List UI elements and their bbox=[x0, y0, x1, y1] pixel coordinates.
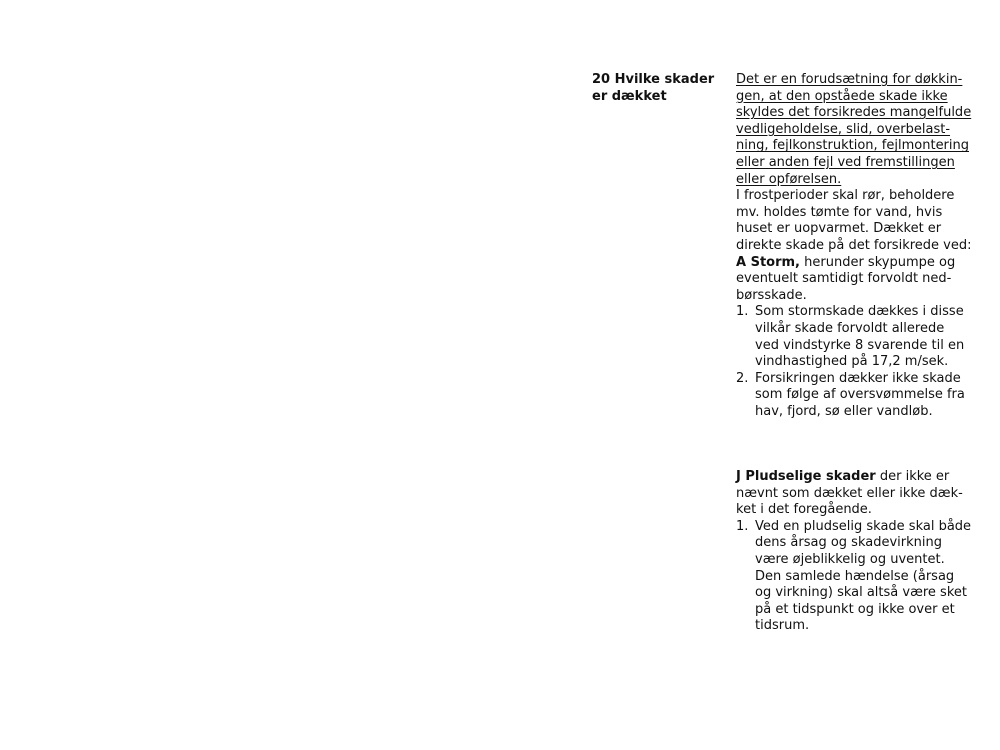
coverage-text-block-sudden-damage bbox=[736, 469, 972, 635]
section-heading-line-2: er dækket bbox=[592, 89, 667, 104]
text-line: ved vindstyrke 8 svarende til en bbox=[755, 337, 965, 353]
list-item-number: 1. bbox=[736, 304, 749, 320]
sudden-damage-text: der ikke er bbox=[875, 469, 950, 484]
storm-paragraph bbox=[736, 255, 964, 305]
sudden-damage-paragraph bbox=[736, 469, 964, 519]
text-line: I frostperioder skal rør, beholdere bbox=[736, 188, 955, 204]
text-line: skyldes det forsikredes mangelfulde bbox=[736, 105, 972, 121]
text-line: vindhastighed på 17,2 m/sek. bbox=[755, 354, 949, 370]
list-item bbox=[736, 371, 964, 421]
text-line: tidsrum. bbox=[755, 618, 810, 634]
text-line: hav, fjord, sø eller vandløb. bbox=[755, 403, 933, 419]
sudden-damage-label: J Pludselige skader bbox=[736, 469, 876, 484]
precondition-paragraph bbox=[736, 72, 972, 188]
storm-text: herunder skypumpe og bbox=[800, 254, 956, 270]
text-line: være øjeblikkelig og uventet. bbox=[755, 551, 945, 567]
text-line: Som stormskade dækkes i disse bbox=[755, 304, 964, 320]
frost-paragraph bbox=[736, 188, 972, 254]
section-heading bbox=[592, 71, 732, 105]
list-item bbox=[736, 518, 972, 635]
text-line: på et tidspunkt og ikke over et bbox=[755, 601, 955, 617]
text-line: ning, fejlkonstruktion, fejlmontering bbox=[736, 138, 970, 154]
coverage-text-block-storm bbox=[736, 72, 972, 420]
text-line: huset er uopvarmet. Dækket er bbox=[736, 221, 942, 237]
list-item bbox=[736, 304, 964, 370]
text-line: direkte skade på det forsikrede ved: bbox=[736, 237, 972, 253]
text-line: vedligeholdelse, slid, overbelast- bbox=[736, 121, 951, 137]
text-line: mv. holdes tømte for vand, hvis bbox=[736, 204, 943, 220]
text-line: som følge af oversvømmelse fra bbox=[755, 387, 965, 403]
text-line bbox=[736, 469, 964, 486]
storm-label: A Storm, bbox=[736, 254, 800, 270]
text-line: Det er en forudsætning for døkkin- bbox=[736, 72, 963, 87]
text-line: gen, at den opståede skade ikke bbox=[736, 88, 948, 104]
section-heading-line-1: 20 Hvilke skader bbox=[592, 72, 715, 87]
text-line: nævnt som dækket eller ikke dæk- bbox=[736, 485, 963, 501]
text-line: eventuelt samtidigt forvoldt ned- bbox=[736, 271, 952, 287]
list-item-number: 2. bbox=[736, 370, 749, 386]
text-line: Ved en pludselig skade skal både bbox=[755, 518, 972, 534]
text-line: børsskade. bbox=[736, 287, 807, 303]
text-line bbox=[736, 255, 964, 272]
text-line: Forsikringen dækker ikke skade bbox=[755, 370, 961, 386]
list-item-number: 1. bbox=[736, 518, 749, 534]
text-line: vilkår skade forvoldt allerede bbox=[755, 320, 945, 336]
text-line: eller anden fejl ved fremstillingen bbox=[736, 154, 955, 170]
text-line: eller opførelsen. bbox=[736, 171, 842, 187]
text-line: Den samlede hændelse (årsag bbox=[755, 568, 955, 584]
text-line: og virkning) skal altså være sket bbox=[755, 585, 967, 601]
text-line: ket i det foregående. bbox=[736, 502, 872, 518]
text-line: dens årsag og skadevirkning bbox=[755, 535, 942, 551]
